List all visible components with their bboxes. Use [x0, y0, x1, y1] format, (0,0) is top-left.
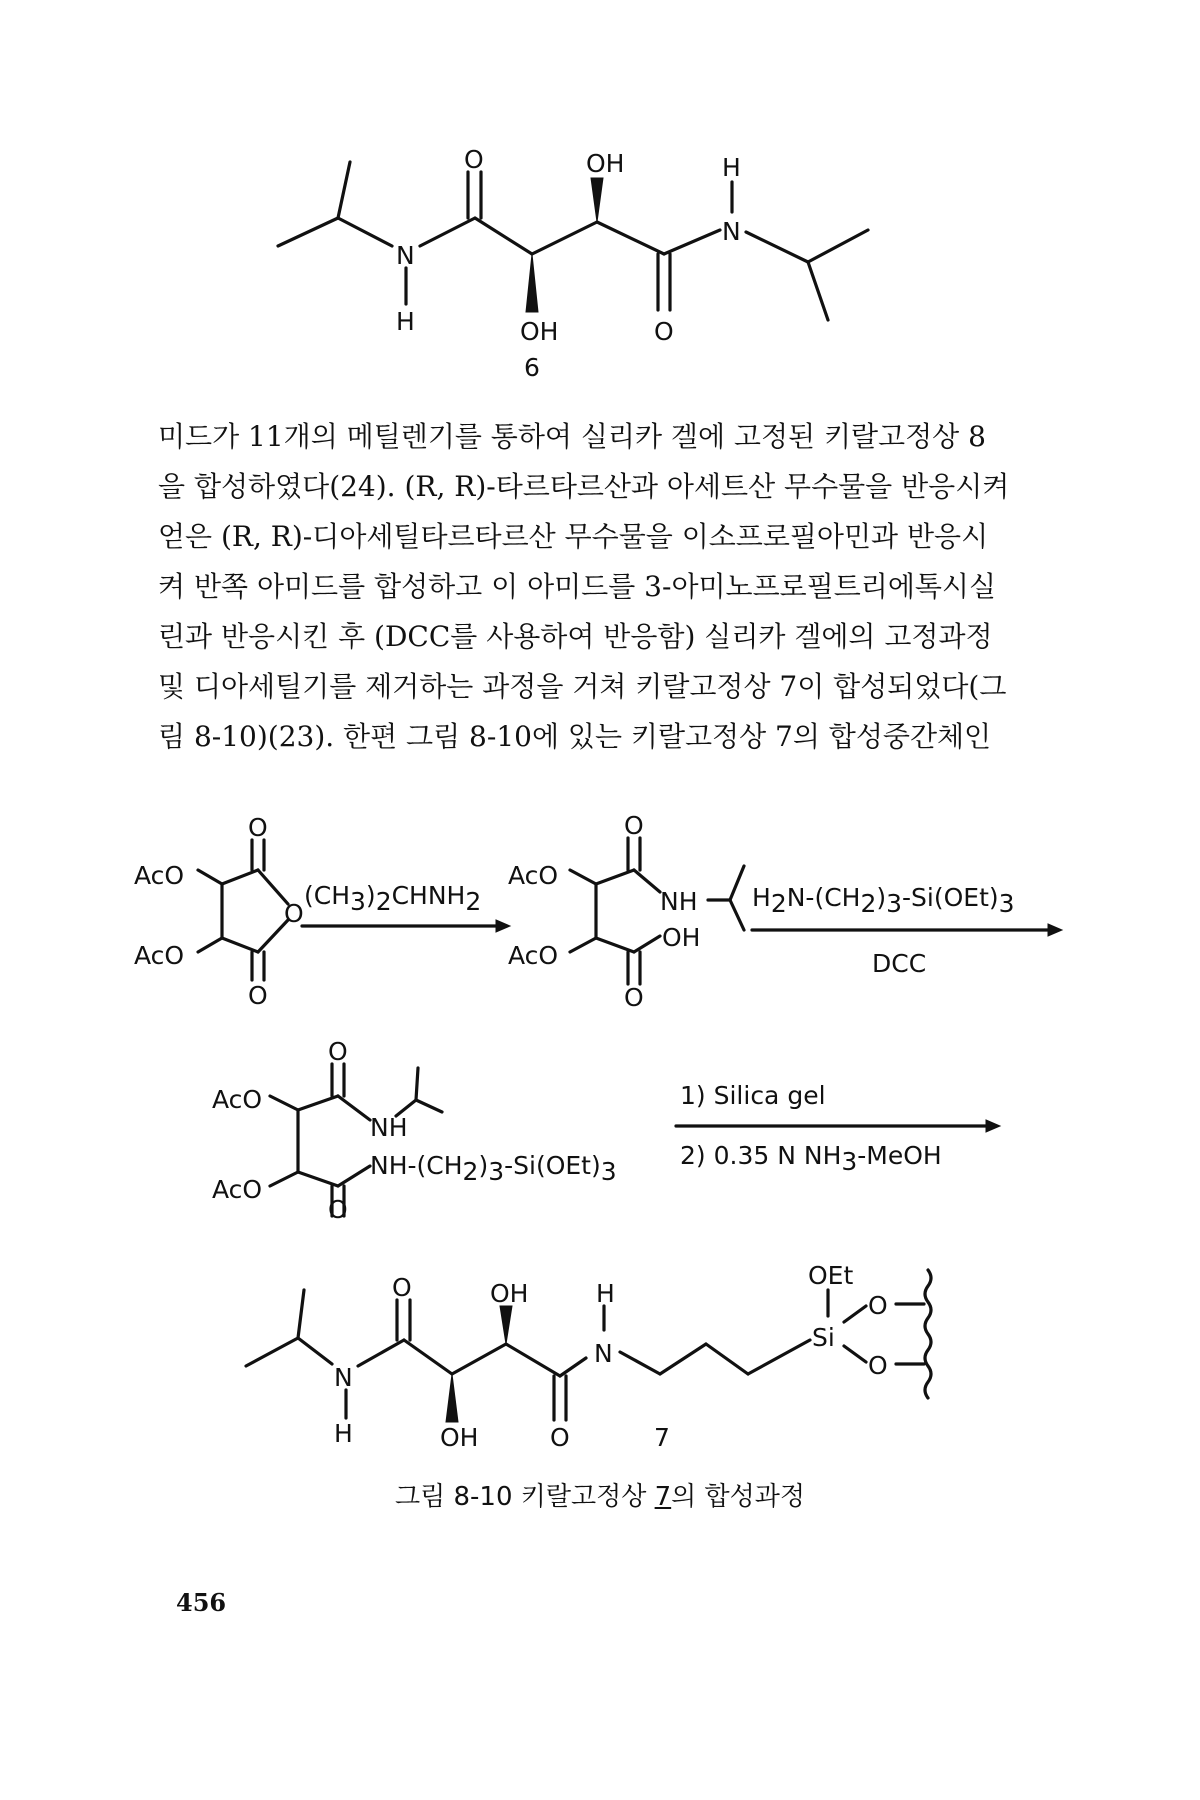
- diamide-chain: NH-(CH2)3-Si(OEt)3: [370, 1151, 617, 1186]
- paragraph-line: 을 합성하였다(24). (R, R)-타르타르산과 아세트산 무수물을 반응시켜: [158, 470, 1010, 503]
- half-amide-o-top: O: [624, 811, 644, 840]
- paragraph-line: 린과 반응시킨 후 (DCC를 사용하여 반응함) 실리카 겔에의 고정과정: [158, 620, 993, 653]
- anhydride-o-bottom: O: [248, 981, 268, 1010]
- anhydride-aco-bottom: AcO: [134, 941, 185, 970]
- page-number: 456: [176, 1588, 227, 1617]
- compound-6-label: 6: [524, 353, 540, 382]
- atom-oh-bottom: OH: [520, 317, 559, 346]
- anhydride-o-top: O: [248, 813, 268, 842]
- caption-number: 7: [654, 1482, 672, 1512]
- diamide-nh-top: NH: [370, 1113, 408, 1142]
- atom-o-right: O: [654, 317, 674, 346]
- anhydride-aco-top: AcO: [134, 861, 185, 890]
- diamide-o-top: O: [328, 1037, 348, 1066]
- atom-h-bottom: H: [334, 1419, 353, 1448]
- diamide-aco-bottom: AcO: [212, 1175, 263, 1204]
- atom-h-bottom: H: [396, 307, 415, 336]
- reagent-aminopropyl-silane: H2N-(CH2)3-Si(OEt)3: [752, 883, 1015, 918]
- atom-n-left: N: [396, 241, 415, 270]
- paragraph-line: 얻은 (R, R)-디아세틸타르타르산 무수물을 이소프로필아민과 반응시: [158, 520, 989, 553]
- half-amide-aco-top: AcO: [508, 861, 559, 890]
- atom-o-left: O: [464, 145, 484, 174]
- reagent-isopropylamine: (CH3)2CHNH2: [304, 881, 482, 916]
- atom-oh-top: OH: [490, 1279, 529, 1308]
- caption-suffix: 의 합성과정: [671, 1482, 806, 1512]
- half-amide-oh: OH: [662, 923, 701, 952]
- atom-oet: OEt: [808, 1261, 854, 1290]
- caption-prefix: 그림 8-10 키랄고정상: [394, 1482, 655, 1512]
- atom-n-left: N: [334, 1363, 353, 1392]
- diamide-o-bottom: O: [328, 1195, 348, 1224]
- atom-h-top: H: [596, 1279, 615, 1308]
- atom-oh-top: OH: [586, 149, 625, 178]
- figure-caption: [0, 1476, 1200, 1513]
- atom-o-si-bottom: O: [868, 1351, 888, 1380]
- step3-silica-gel: 1) Silica gel: [680, 1081, 826, 1110]
- step3-ammonia: 2) 0.35 N NH3-MeOH: [680, 1141, 942, 1176]
- atom-si: Si: [812, 1323, 835, 1352]
- half-amide-o-bottom: O: [624, 983, 644, 1012]
- atom-n-right: N: [722, 217, 741, 246]
- atom-n-right: N: [594, 1339, 613, 1368]
- reagent-dcc: DCC: [872, 949, 927, 978]
- atom-h-top: H: [722, 153, 741, 182]
- atom-o-left: O: [392, 1273, 412, 1302]
- atom-oh-bottom: OH: [440, 1423, 479, 1452]
- anhydride-o-ring: O: [284, 899, 304, 928]
- compound-7-label: 7: [654, 1423, 670, 1452]
- atom-o-si-top: O: [868, 1291, 888, 1320]
- half-amide-nh: NH: [660, 887, 698, 916]
- paragraph-line: 림 8-10)(23). 한편 그림 8-10에 있는 키랄고정상 7의 합성중간체인: [158, 720, 992, 753]
- atom-o-right: O: [550, 1423, 570, 1452]
- paragraph-line: 및 디아세틸기를 제거하는 과정을 거쳐 키랄고정상 7이 합성되었다(그: [158, 670, 1007, 703]
- diamide-aco-top: AcO: [212, 1085, 263, 1114]
- half-amide-aco-bottom: AcO: [508, 941, 559, 970]
- paragraph-line: 켜 반쪽 아미드를 합성하고 이 아미드를 3-아미노프로필트리에톡시실: [158, 570, 997, 603]
- paragraph-line: 미드가 11개의 메틸렌기를 통하여 실리카 겔에 고정된 키랄고정상 8: [158, 420, 986, 453]
